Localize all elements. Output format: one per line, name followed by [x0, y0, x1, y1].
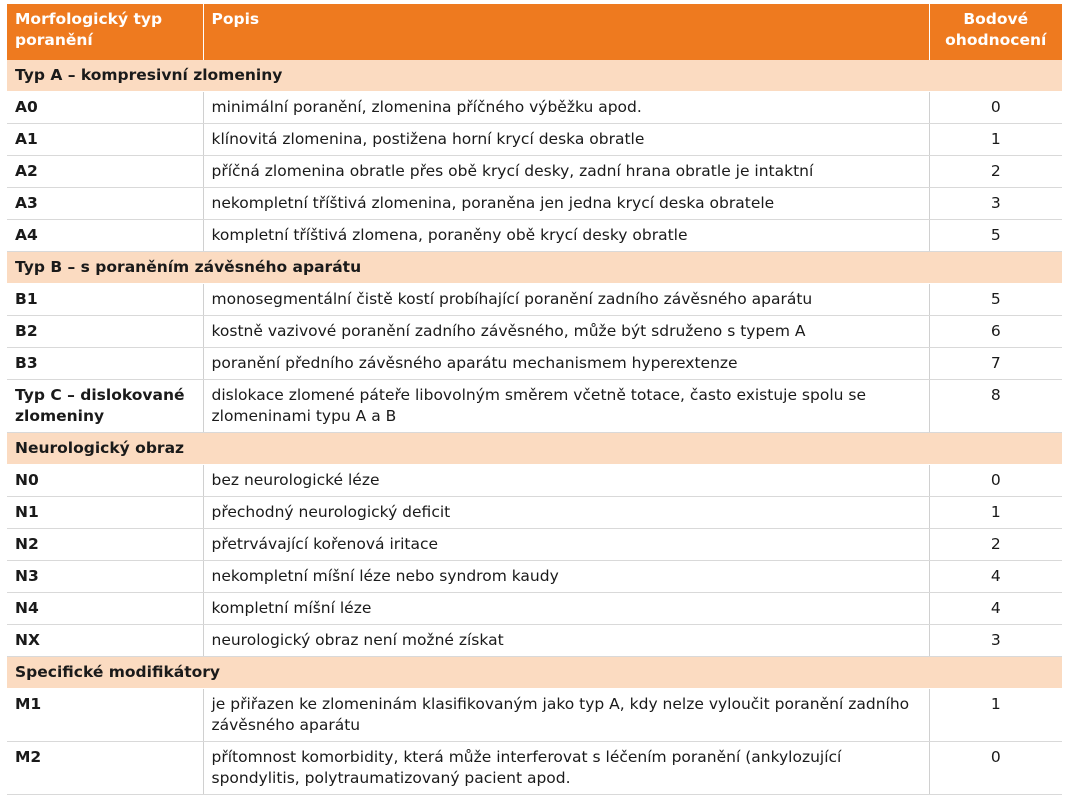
row-code: A2	[7, 156, 203, 188]
row-description: nekompletní míšní léze nebo syndrom kaudy	[203, 561, 929, 593]
injury-classification-table	[7, 4, 1062, 795]
classification-table-container	[7, 4, 1062, 795]
row-score: 1	[929, 497, 1062, 529]
header-description: Popis	[203, 4, 929, 60]
table-row	[7, 284, 1062, 316]
row-code: B1	[7, 284, 203, 316]
row-description: přechodný neurologický deficit	[203, 497, 929, 529]
row-score: 5	[929, 284, 1062, 316]
row-score: 1	[929, 689, 1062, 742]
row-description: neurologický obraz není možné získat	[203, 625, 929, 657]
row-score: 0	[929, 465, 1062, 497]
row-code: A1	[7, 124, 203, 156]
row-code: B2	[7, 316, 203, 348]
row-code: A4	[7, 220, 203, 252]
section-title: Neurologický obraz	[7, 433, 1062, 465]
row-code: Typ C – dislokované zlomeniny	[7, 380, 203, 433]
table-row	[7, 348, 1062, 380]
table-row	[7, 497, 1062, 529]
row-score: 0	[929, 92, 1062, 124]
row-description: monosegmentální čistě kostí probíhající poranění zadního závěsného aparátu	[203, 284, 929, 316]
row-score: 4	[929, 593, 1062, 625]
row-score: 6	[929, 316, 1062, 348]
row-score: 8	[929, 380, 1062, 433]
row-code: N2	[7, 529, 203, 561]
section-title: Specifické modifikátory	[7, 657, 1062, 689]
table-row	[7, 220, 1062, 252]
table-row	[7, 529, 1062, 561]
table-row	[7, 593, 1062, 625]
table-row	[7, 188, 1062, 220]
row-code: A0	[7, 92, 203, 124]
table-header-row	[7, 4, 1062, 60]
row-description: minimální poranění, zlomenina příčného výběžku apod.	[203, 92, 929, 124]
table-row	[7, 380, 1062, 433]
row-description: bez neurologické léze	[203, 465, 929, 497]
row-score: 1	[929, 124, 1062, 156]
row-description: kompletní míšní léze	[203, 593, 929, 625]
table-row	[7, 465, 1062, 497]
row-code: N3	[7, 561, 203, 593]
header-score: Bodové ohodnocení	[929, 4, 1062, 60]
section-row	[7, 433, 1062, 465]
row-code: A3	[7, 188, 203, 220]
table-row	[7, 316, 1062, 348]
row-description: přítomnost komorbidity, která může interferovat s léčením poranění (ankylozující spondylitis, polytraumatizovaný pacient apod.	[203, 742, 929, 795]
row-description: dislokace zlomené páteře libovolným směrem včetně totace, často existuje spolu se zlomeninami typu A a B	[203, 380, 929, 433]
section-title: Typ B – s poraněním závěsného aparátu	[7, 252, 1062, 284]
section-row	[7, 252, 1062, 284]
row-code: M1	[7, 689, 203, 742]
header-morphology-type: Morfologický typ poranění	[7, 4, 203, 60]
row-description: příčná zlomenina obratle přes obě krycí desky, zadní hrana obratle je intaktní	[203, 156, 929, 188]
row-code: B3	[7, 348, 203, 380]
row-code: N1	[7, 497, 203, 529]
table-row	[7, 156, 1062, 188]
row-description: klínovitá zlomenina, postižena horní krycí deska obratle	[203, 124, 929, 156]
row-score: 5	[929, 220, 1062, 252]
row-score: 7	[929, 348, 1062, 380]
row-description: je přiřazen ke zlomeninám klasifikovaným jako typ A, kdy nelze vyloučit poranění zadního závěsného aparátu	[203, 689, 929, 742]
row-description: nekompletní tříštivá zlomenina, poraněna jen jedna krycí deska obratele	[203, 188, 929, 220]
table-row	[7, 124, 1062, 156]
row-code: N4	[7, 593, 203, 625]
table-body	[7, 60, 1062, 795]
row-description: poranění předního závěsného aparátu mechanismem hyperextenze	[203, 348, 929, 380]
row-code: M2	[7, 742, 203, 795]
row-score: 3	[929, 625, 1062, 657]
row-description: kompletní tříštivá zlomena, poraněny obě krycí desky obratle	[203, 220, 929, 252]
section-row	[7, 657, 1062, 689]
row-score: 0	[929, 742, 1062, 795]
row-score: 4	[929, 561, 1062, 593]
row-score: 2	[929, 529, 1062, 561]
table-row	[7, 625, 1062, 657]
section-row	[7, 60, 1062, 92]
table-row	[7, 92, 1062, 124]
row-code: N0	[7, 465, 203, 497]
table-row	[7, 689, 1062, 742]
row-code: NX	[7, 625, 203, 657]
table-row	[7, 742, 1062, 795]
row-score: 2	[929, 156, 1062, 188]
section-title: Typ A – kompresivní zlomeniny	[7, 60, 1062, 92]
row-description: kostně vazivové poranění zadního závěsného, může být sdruženo s typem A	[203, 316, 929, 348]
row-description: přetrvávající kořenová iritace	[203, 529, 929, 561]
row-score: 3	[929, 188, 1062, 220]
table-row	[7, 561, 1062, 593]
